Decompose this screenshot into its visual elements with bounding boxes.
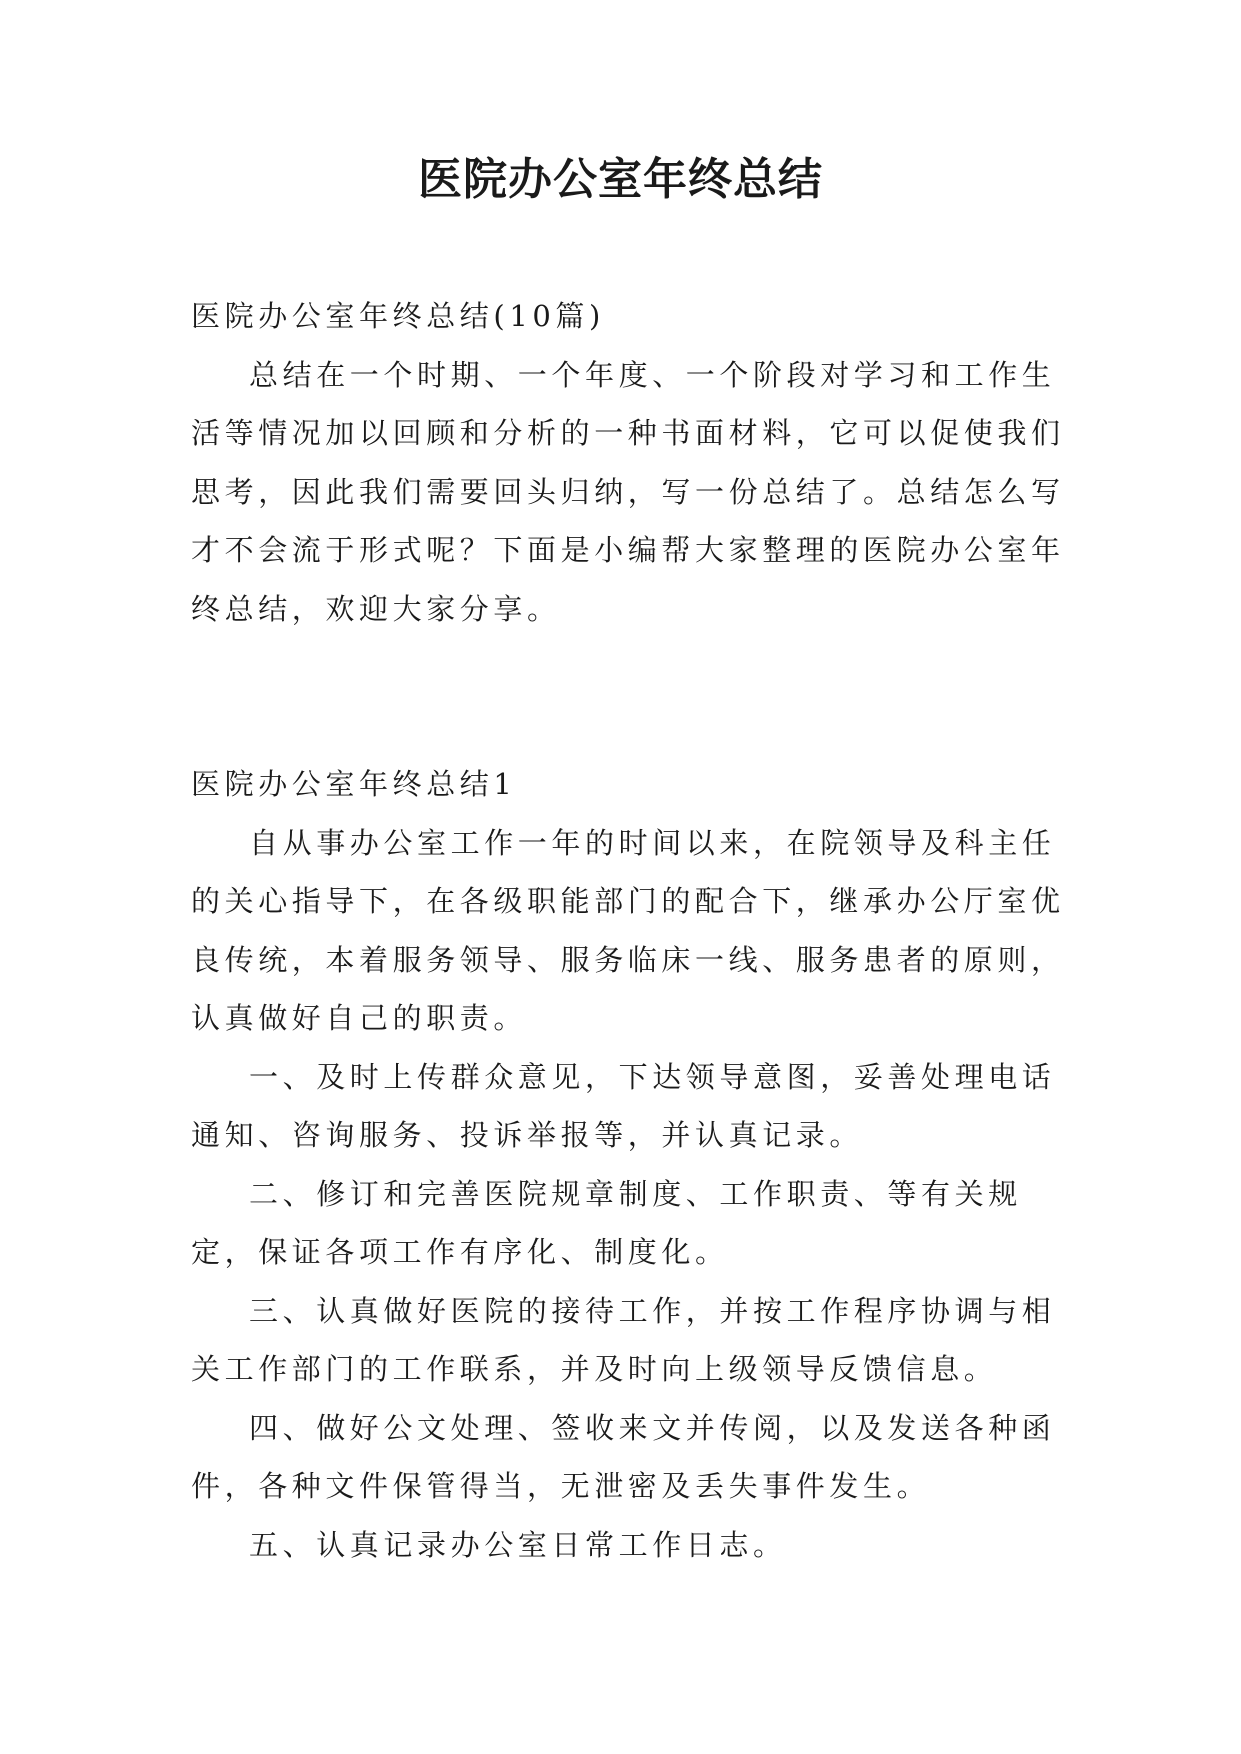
intro-heading: 医院办公室年终总结(10篇)	[191, 299, 605, 333]
list-item: 一、及时上传群众意见，下达领导意图，妥善处理电话通知、咨询服务、投诉举报等，并认真记录。	[191, 1059, 1056, 1152]
intro-paragraph: 总结在一个时期、一个年度、一个阶段对学习和工作生活等情况加以回顾和分析的一种书面材料，它可以促使我们思考，因此我们需要回头归纳，写一份总结了。总结怎么写才不会流于形式呢？下面是小编帮大家整理的医院办公室年终总结，欢迎大家分享。	[191, 357, 1065, 626]
list-item: 二、修订和完善医院规章制度、工作职责、等有关规定，保证各项工作有序化、制度化。	[191, 1176, 1022, 1269]
list-item: 三、认真做好医院的接待工作，并按工作程序协调与相关工作部门的工作联系，并及时向上级领导反馈信息。	[191, 1293, 1056, 1386]
document-title: 医院办公室年终总结	[418, 154, 823, 205]
body-paragraph: 自从事办公室工作一年的时间以来，在院领导及科主任的关心指导下，在各级职能部门的配合下，继承办公厅室优良传统，本着服务领导、服务临床一线、服务患者的原则，认真做好自己的职责。	[191, 825, 1065, 1035]
section-heading: 医院办公室年终总结1	[191, 767, 517, 801]
section-spacer	[191, 638, 1067, 755]
document-body	[191, 287, 1067, 1574]
list-item: 五、认真记录办公室日常工作日志。	[249, 1527, 787, 1562]
list-item: 四、做好公文处理、签收来文并传阅，以及发送各种函件，各种文件保管得当，无泄密及丢失事件发生。	[191, 1410, 1056, 1503]
